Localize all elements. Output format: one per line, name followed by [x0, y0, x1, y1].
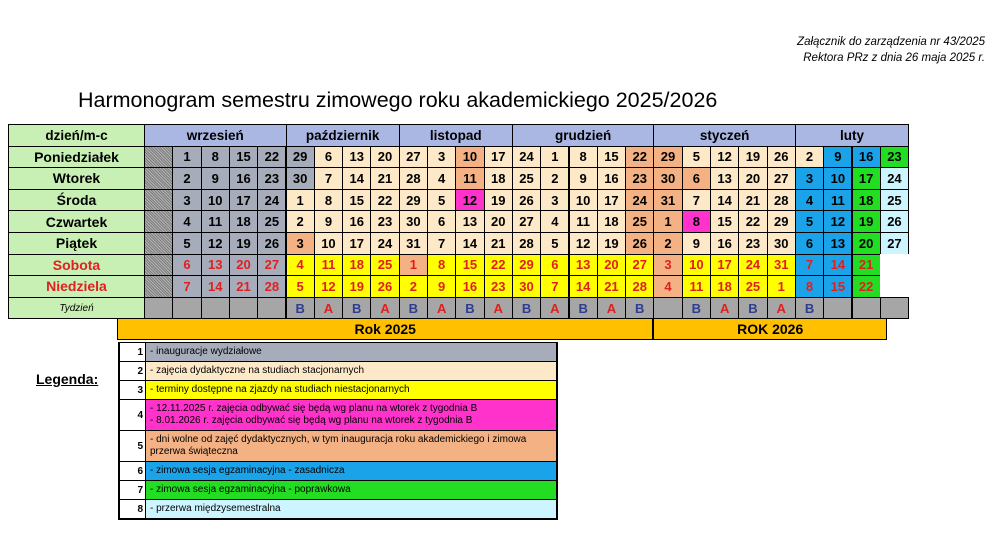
legend-item [120, 499, 556, 518]
day-cell: 6 [172, 254, 201, 277]
day-cell: 2 [172, 167, 201, 190]
week-type-cell: B [399, 297, 428, 320]
week-type-cell: A [484, 297, 513, 320]
day-cell: 7 [795, 254, 824, 277]
day-cell: 20 [738, 167, 767, 190]
week-type-cell: B [795, 297, 824, 320]
day-cell: 23 [625, 167, 654, 190]
day-cell: 4 [427, 167, 456, 190]
day-cell: 4 [286, 254, 315, 277]
day-cell: 20 [597, 254, 626, 277]
day-cell: 11 [569, 210, 598, 233]
day-cell: 14 [710, 189, 739, 212]
day-cell: 27 [512, 210, 541, 233]
year-bar-2025: Rok 2025 [117, 318, 653, 340]
day-cell: 12 [314, 275, 343, 298]
legend-item-line: - 8.01.2026 r. zajęcia odbywać się będą wg planu na wtorek z tygodnia B [150, 415, 473, 426]
day-cell: 23 [738, 232, 767, 255]
day-cell: 3 [286, 232, 315, 255]
day-cell [144, 254, 173, 277]
week-type-cell: A [427, 297, 456, 320]
day-cell: 6 [314, 146, 343, 169]
legend-item [120, 399, 556, 430]
legend-item-line: - przerwa międzysemestralna [150, 503, 281, 514]
day-cell: 19 [342, 275, 371, 298]
day-cell: 4 [172, 210, 201, 233]
legend-item [120, 342, 556, 361]
month-header-6: luty [795, 124, 909, 147]
day-cell: 4 [795, 189, 824, 212]
day-cell: 6 [795, 232, 824, 255]
header-line-1: Załącznik do zarządzenia nr 43/2025 [797, 36, 985, 48]
day-cell: 27 [767, 167, 796, 190]
day-cell: 22 [738, 210, 767, 233]
day-cell [144, 275, 173, 298]
day-cell: 24 [880, 167, 909, 190]
day-cell: 18 [342, 254, 371, 277]
week-type-cell: A [597, 297, 626, 320]
week-type-cell: A [540, 297, 569, 320]
day-cell: 5 [540, 232, 569, 255]
legend-item-number: 6 [120, 462, 146, 480]
day-label-1: Poniedziałek [8, 146, 145, 169]
day-cell: 2 [286, 210, 315, 233]
day-cell: 9 [682, 232, 711, 255]
day-cell: 21 [370, 167, 399, 190]
legend-item [120, 480, 556, 499]
day-cell: 17 [852, 167, 881, 190]
day-cell: 29 [767, 210, 796, 233]
legend-item-line: - inauguracje wydziałowe [150, 346, 262, 357]
week-type-cell [257, 297, 286, 320]
week-type-cell: B [625, 297, 654, 320]
day-cell: 8 [682, 210, 711, 233]
day-cell: 11 [314, 254, 343, 277]
day-cell: 22 [852, 275, 881, 298]
day-cell: 7 [172, 275, 201, 298]
day-cell: 25 [625, 210, 654, 233]
day-cell: 24 [738, 254, 767, 277]
day-cell: 22 [484, 254, 513, 277]
day-cell: 21 [738, 189, 767, 212]
day-cell: 16 [455, 275, 484, 298]
day-cell: 27 [399, 146, 428, 169]
week-type-cell: A [314, 297, 343, 320]
week-type-cell: B [512, 297, 541, 320]
week-type-cell [653, 297, 682, 320]
day-cell: 14 [823, 254, 852, 277]
day-cell: 26 [370, 275, 399, 298]
week-label: Tydzień [8, 297, 145, 320]
week-type-cell [229, 297, 258, 320]
week-type-cell [172, 297, 201, 320]
day-cell: 7 [540, 275, 569, 298]
day-cell: 27 [880, 232, 909, 255]
legend-item-number: 7 [120, 481, 146, 499]
day-cell: 6 [682, 167, 711, 190]
week-type-cell: B [455, 297, 484, 320]
legend-table [118, 342, 558, 520]
legend-title: Legenda: [36, 371, 99, 387]
legend-item-line: - zimowa sesja egzaminacyjna - poprawkowa [150, 484, 351, 495]
day-cell: 17 [229, 189, 258, 212]
day-cell: 24 [625, 189, 654, 212]
day-cell: 5 [682, 146, 711, 169]
week-type-cell: B [682, 297, 711, 320]
day-cell: 11 [455, 167, 484, 190]
legend-item-text [146, 343, 556, 361]
day-cell: 23 [370, 210, 399, 233]
day-cell: 19 [484, 189, 513, 212]
day-cell: 16 [342, 210, 371, 233]
day-cell: 8 [201, 146, 230, 169]
day-cell: 15 [342, 189, 371, 212]
day-cell: 25 [257, 210, 286, 233]
day-cell [144, 146, 173, 169]
day-label-7: Niedziela [8, 275, 145, 298]
day-cell: 20 [370, 146, 399, 169]
day-cell: 3 [427, 146, 456, 169]
day-cell: 29 [512, 254, 541, 277]
day-cell: 13 [569, 254, 598, 277]
day-cell: 21 [484, 232, 513, 255]
day-label-5: Piątek [8, 232, 145, 255]
day-cell: 8 [314, 189, 343, 212]
day-cell: 26 [257, 232, 286, 255]
day-cell: 10 [455, 146, 484, 169]
day-cell: 31 [653, 189, 682, 212]
day-cell: 6 [540, 254, 569, 277]
day-cell: 11 [823, 189, 852, 212]
legend-item-text [146, 431, 556, 461]
day-cell: 30 [512, 275, 541, 298]
day-cell: 26 [767, 146, 796, 169]
day-cell: 31 [399, 232, 428, 255]
day-cell: 25 [370, 254, 399, 277]
day-cell: 5 [427, 189, 456, 212]
day-cell: 20 [229, 254, 258, 277]
corner-label: dzień/m-c [8, 124, 145, 147]
day-cell: 21 [229, 275, 258, 298]
day-cell: 30 [653, 167, 682, 190]
day-cell: 19 [597, 232, 626, 255]
day-cell: 1 [540, 146, 569, 169]
legend-item-line: - zimowa sesja egzaminacyjna - zasadnicza [150, 465, 345, 476]
day-cell: 12 [710, 146, 739, 169]
day-cell: 1 [767, 275, 796, 298]
day-cell: 15 [710, 210, 739, 233]
week-type-cell [201, 297, 230, 320]
day-cell: 17 [484, 146, 513, 169]
day-cell: 16 [852, 146, 881, 169]
day-cell: 13 [342, 146, 371, 169]
day-cell: 24 [512, 146, 541, 169]
day-cell: 13 [710, 167, 739, 190]
legend-item [120, 361, 556, 380]
day-cell: 29 [286, 146, 315, 169]
day-cell: 20 [484, 210, 513, 233]
day-cell: 15 [597, 146, 626, 169]
day-cell: 7 [682, 189, 711, 212]
day-cell: 4 [540, 210, 569, 233]
legend-item-number: 8 [120, 500, 146, 518]
legend-item-number: 4 [120, 400, 146, 430]
week-type-cell [880, 297, 909, 320]
day-cell: 5 [172, 232, 201, 255]
day-cell: 5 [286, 275, 315, 298]
day-cell: 26 [625, 232, 654, 255]
day-cell: 12 [455, 189, 484, 212]
legend-item [120, 380, 556, 399]
month-header-2: październik [286, 124, 400, 147]
day-cell: 2 [540, 167, 569, 190]
week-type-cell: B [286, 297, 315, 320]
month-header-1: wrzesień [144, 124, 287, 147]
day-cell: 10 [682, 254, 711, 277]
day-cell [880, 275, 909, 298]
legend-item-number: 1 [120, 343, 146, 361]
month-header-4: grudzień [512, 124, 655, 147]
legend-item-line: - zajęcia dydaktyczne na studiach stacjonarnych [150, 365, 365, 376]
day-cell: 17 [342, 232, 371, 255]
day-cell: 16 [229, 167, 258, 190]
day-cell: 30 [767, 232, 796, 255]
month-header-3: listopad [399, 124, 513, 147]
legend-item-text [146, 381, 556, 399]
day-cell: 12 [569, 232, 598, 255]
day-cell: 3 [795, 167, 824, 190]
day-cell: 29 [653, 146, 682, 169]
day-cell: 31 [767, 254, 796, 277]
week-type-cell: B [738, 297, 767, 320]
day-cell [144, 167, 173, 190]
day-cell: 22 [257, 146, 286, 169]
day-cell: 19 [229, 232, 258, 255]
day-cell: 30 [399, 210, 428, 233]
day-cell: 21 [852, 254, 881, 277]
day-label-3: Środa [8, 189, 145, 212]
day-cell: 26 [512, 189, 541, 212]
day-cell: 2 [795, 146, 824, 169]
day-cell: 15 [229, 146, 258, 169]
day-cell: 27 [625, 254, 654, 277]
week-type-cell [852, 297, 881, 320]
legend-item [120, 430, 556, 461]
day-cell: 26 [880, 210, 909, 233]
day-cell: 14 [569, 275, 598, 298]
day-cell: 27 [257, 254, 286, 277]
legend-item-line: - 12.11.2025 r. zajęcia odbywać się będą wg planu na wtorek z tygodnia B [150, 403, 478, 414]
day-cell: 10 [823, 167, 852, 190]
day-cell: 11 [201, 210, 230, 233]
day-cell: 17 [710, 254, 739, 277]
day-cell: 9 [427, 275, 456, 298]
day-cell: 25 [738, 275, 767, 298]
day-cell: 25 [880, 189, 909, 212]
day-cell: 16 [597, 167, 626, 190]
day-cell: 28 [399, 167, 428, 190]
day-cell: 9 [201, 167, 230, 190]
day-cell: 14 [455, 232, 484, 255]
day-cell: 16 [710, 232, 739, 255]
day-cell: 18 [597, 210, 626, 233]
day-cell: 12 [823, 210, 852, 233]
legend-item-number: 3 [120, 381, 146, 399]
week-type-cell: A [710, 297, 739, 320]
day-cell: 5 [795, 210, 824, 233]
day-label-2: Wtorek [8, 167, 145, 190]
year-bar-2026: ROK 2026 [653, 318, 887, 340]
legend-item-text [146, 362, 556, 380]
day-cell: 10 [201, 189, 230, 212]
day-cell: 23 [257, 167, 286, 190]
day-cell: 8 [795, 275, 824, 298]
day-cell: 1 [653, 210, 682, 233]
day-cell: 18 [710, 275, 739, 298]
day-cell: 3 [653, 254, 682, 277]
day-cell: 19 [852, 210, 881, 233]
day-cell: 8 [569, 146, 598, 169]
week-type-cell: B [569, 297, 598, 320]
week-type-cell: A [767, 297, 796, 320]
legend-item-line: - dni wolne od zajęć dydaktycznych, w tym inauguracja roku akademickiego i zimowa przerwa świąteczna [150, 434, 527, 457]
day-cell: 23 [880, 146, 909, 169]
day-cell: 4 [653, 275, 682, 298]
legend-item-text [146, 481, 556, 499]
day-cell: 19 [738, 146, 767, 169]
day-cell: 28 [625, 275, 654, 298]
day-cell: 29 [399, 189, 428, 212]
day-cell: 9 [823, 146, 852, 169]
day-cell: 1 [399, 254, 428, 277]
legend-item-number: 2 [120, 362, 146, 380]
legend-item-number: 5 [120, 431, 146, 461]
day-cell: 25 [512, 167, 541, 190]
day-cell: 18 [852, 189, 881, 212]
day-cell: 15 [823, 275, 852, 298]
day-cell: 28 [257, 275, 286, 298]
day-cell: 11 [682, 275, 711, 298]
day-cell [144, 232, 173, 255]
day-cell: 23 [484, 275, 513, 298]
day-cell: 9 [314, 210, 343, 233]
day-cell: 22 [625, 146, 654, 169]
day-cell: 1 [286, 189, 315, 212]
day-cell [144, 210, 173, 233]
day-cell: 7 [314, 167, 343, 190]
day-cell: 13 [201, 254, 230, 277]
day-cell: 10 [569, 189, 598, 212]
week-type-cell: A [370, 297, 399, 320]
week-type-cell [823, 297, 852, 320]
legend-item [120, 461, 556, 480]
day-cell: 28 [767, 189, 796, 212]
day-cell: 13 [455, 210, 484, 233]
day-cell: 12 [201, 232, 230, 255]
legend-item-line: - terminy dostępne na zjazdy na studiach niestacjonarnych [150, 384, 410, 395]
day-cell: 24 [370, 232, 399, 255]
legend-item-text [146, 462, 556, 480]
day-cell: 1 [172, 146, 201, 169]
day-cell: 22 [370, 189, 399, 212]
day-cell: 14 [342, 167, 371, 190]
day-cell: 18 [484, 167, 513, 190]
week-type-cell [144, 297, 173, 320]
day-cell: 21 [597, 275, 626, 298]
day-cell: 7 [427, 232, 456, 255]
day-cell: 3 [540, 189, 569, 212]
legend-item-text [146, 500, 556, 518]
day-cell: 20 [852, 232, 881, 255]
day-cell: 18 [229, 210, 258, 233]
day-cell [144, 189, 173, 212]
day-cell: 24 [257, 189, 286, 212]
day-cell: 2 [653, 232, 682, 255]
day-label-4: Czwartek [8, 210, 145, 233]
day-cell [880, 254, 909, 277]
header-line-2: Rektora PRz z dnia 26 maja 2025 r. [803, 52, 985, 64]
day-cell: 8 [427, 254, 456, 277]
day-cell: 2 [399, 275, 428, 298]
day-cell: 28 [512, 232, 541, 255]
day-label-6: Sobota [8, 254, 145, 277]
day-cell: 10 [314, 232, 343, 255]
day-cell: 13 [823, 232, 852, 255]
day-cell: 3 [172, 189, 201, 212]
day-cell: 9 [569, 167, 598, 190]
month-header-5: styczeń [653, 124, 796, 147]
day-cell: 6 [427, 210, 456, 233]
week-type-cell: B [342, 297, 371, 320]
day-cell: 30 [286, 167, 315, 190]
day-cell: 14 [201, 275, 230, 298]
legend-item-text [146, 400, 556, 430]
day-cell: 17 [597, 189, 626, 212]
page-title: Harmonogram semestru zimowego roku akademickiego 2025/2026 [78, 88, 718, 112]
day-cell: 15 [455, 254, 484, 277]
